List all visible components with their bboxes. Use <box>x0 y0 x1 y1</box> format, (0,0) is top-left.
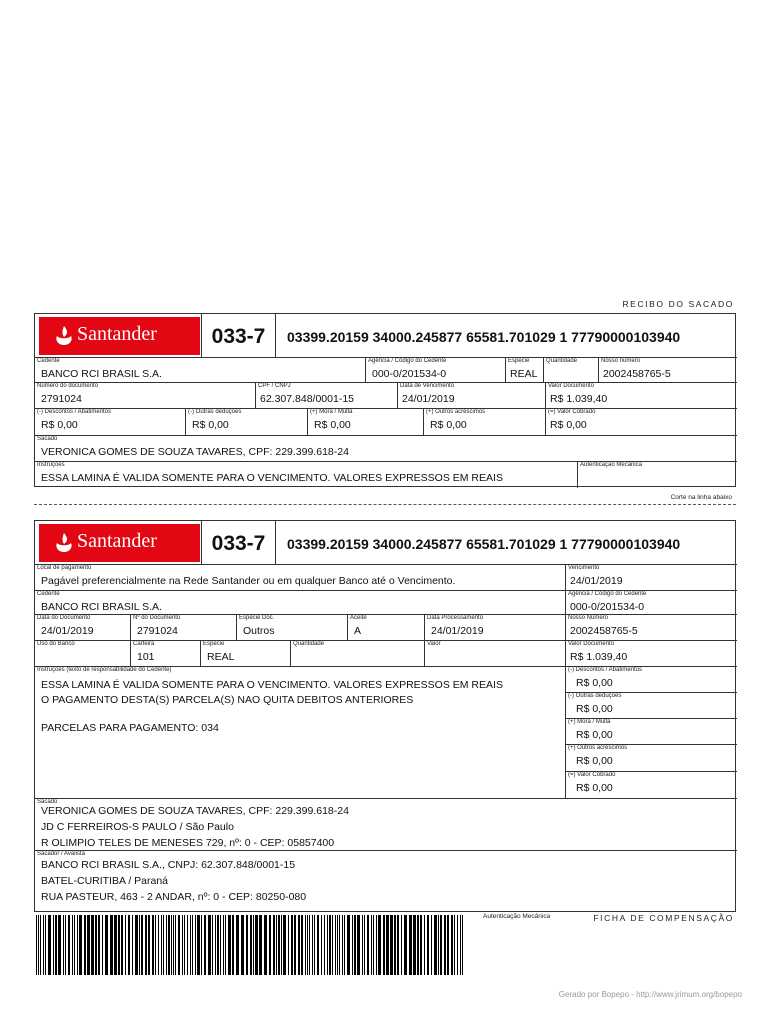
barcode-bar <box>378 915 381 975</box>
barcode-bar <box>175 915 176 975</box>
barcode-bar <box>373 915 374 975</box>
barcode-bar <box>362 915 363 975</box>
especie-cell <box>505 357 543 382</box>
barcode-bar <box>298 915 300 975</box>
vencimento-value: 24/01/2019 <box>570 575 623 587</box>
carteira-value: 101 <box>137 651 155 663</box>
valor-cobrado-value: R$ 0,00 <box>576 782 613 794</box>
barcode-bar <box>383 915 385 975</box>
corte-label: Corte na linha abaixo <box>670 494 732 501</box>
sacador-cell <box>35 850 737 912</box>
barcode-bar <box>386 915 389 975</box>
bank-code: 033-7 <box>211 325 266 348</box>
barcode-bar <box>354 915 356 975</box>
barcode-bar <box>241 915 244 975</box>
autenticacao-label: Autenticação Mecânica <box>580 462 643 468</box>
barcode-bar <box>444 915 446 975</box>
sacado-line-2: JD C FERREIROS-S PAULO / São Paulo <box>41 821 234 833</box>
valor-documento-label: Valor Documento <box>548 383 594 389</box>
instrucoes-line-1: ESSA LAMINA É VALIDA SOMENTE PARA O VENCIMENTO. VALORES EXPRESSOS EM REAIS <box>41 679 503 691</box>
local-pagamento-value: Pagável preferencialmente na Rede Santander ou em qualquer Banco até o Vencimento. <box>41 575 456 587</box>
numero-documento-label: Nº do Documento <box>133 615 181 621</box>
barcode-bar <box>335 915 336 975</box>
barcode-bar <box>434 915 437 975</box>
valor-cobrado-cell <box>545 408 737 435</box>
footer-credit: Gerado por Bopepo - http://www.jrimum.org/bopepo <box>558 990 742 999</box>
barcode-bar <box>105 915 108 975</box>
barcode-bar <box>250 915 252 975</box>
valor-cobrado-value: R$ 0,00 <box>550 419 587 431</box>
barcode-bar <box>102 915 103 975</box>
local-pagamento-label: Local de pagamento <box>37 565 92 571</box>
valor-documento-value: R$ 1.039,40 <box>550 393 608 405</box>
sacado-line-3: R OLIMPIO TELES DE MENESES 729, nº: 0 - CEP: 05857400 <box>41 837 335 849</box>
vencimento-label: Data de Vencimento <box>400 383 455 389</box>
barcode-bar <box>376 915 377 975</box>
numero-documento-label: Número do documento <box>37 383 99 389</box>
bank-name: Santander <box>77 323 157 345</box>
barcode-bar <box>208 915 211 975</box>
barcode-bar <box>424 915 425 975</box>
barcode-bar <box>371 915 372 975</box>
data-documento-label: Data do Documento <box>37 615 91 621</box>
barcode-bar <box>327 915 328 975</box>
barcode-bar <box>135 915 138 975</box>
barcode-bar <box>148 915 150 975</box>
barcode-bar <box>309 915 310 975</box>
sacado-label: Sacado <box>37 436 58 442</box>
nosso-numero-label: Nosso Número <box>568 615 609 621</box>
quantidade-label: Quantidade <box>546 358 578 364</box>
barcode-bar <box>212 915 213 975</box>
nosso-numero-cell <box>565 614 737 640</box>
numero-documento-value: 2791024 <box>41 393 82 405</box>
linha-digitavel: 03399.20159 34000.245877 65581.701029 1 77790000103940 <box>287 329 681 345</box>
outras-deducoes-label: (-) Outras deduções <box>188 409 242 415</box>
nosso-numero-value: 2002458765-5 <box>570 625 638 637</box>
numero-documento-cell <box>130 614 236 640</box>
barcode-bar <box>190 915 191 975</box>
valor-documento-value: R$ 1.039,40 <box>570 651 628 663</box>
cpf-cnpj-value: 62.307.848/0001-15 <box>260 393 355 405</box>
barcode-bar <box>204 915 206 975</box>
barcode-bar <box>141 915 143 975</box>
barcode-bar <box>225 915 226 975</box>
numero-documento-value: 2791024 <box>137 625 178 637</box>
especie-label: Espécie <box>508 358 530 364</box>
especie-value: REAL <box>207 651 235 663</box>
data-processamento-value: 24/01/2019 <box>431 625 484 637</box>
valor-cobrado-label: (=) Valor Cobrado <box>568 772 616 778</box>
instrucoes-cell <box>35 461 577 488</box>
outros-acrescimos-cell <box>423 408 545 435</box>
instrucoes-line-3: PARCELAS PARA PAGAMENTO: 034 <box>41 722 219 734</box>
valor-documento-cell <box>545 382 737 408</box>
barcode-bar <box>38 915 39 975</box>
barcode-bar <box>128 915 130 975</box>
barcode-bar <box>114 915 117 975</box>
cedente-value: BANCO RCI BRASIL S.A. <box>41 368 162 380</box>
sacador-line-2: BATEL-CURITIBA / Paraná <box>41 875 169 887</box>
outros-acrescimos-value: R$ 0,00 <box>430 419 467 431</box>
barcode-bar <box>236 915 239 975</box>
santander-logo <box>39 524 200 562</box>
mora-label: (+) Mora / Multa <box>310 409 353 415</box>
outros-acrescimos-label: (+) Outros acréscimos <box>568 745 628 751</box>
barcode-bar <box>440 915 442 975</box>
barcode-bar <box>132 915 133 975</box>
barcode-bar <box>43 915 44 975</box>
barcode-bar <box>201 915 202 975</box>
agencia-value: 000-0/201534-0 <box>372 368 447 380</box>
barcode-bar <box>187 915 188 975</box>
barcode-bar <box>409 915 412 975</box>
numero-documento-cell <box>35 382 255 408</box>
barcode-bar <box>48 915 51 975</box>
aceite-label: Aceite <box>350 615 367 621</box>
barcode-bar <box>232 915 234 975</box>
uso-banco-cell <box>35 640 130 666</box>
especie-doc-label: Espécie Doc. <box>239 615 275 621</box>
barcode-bar <box>390 915 393 975</box>
valor-documento-cell <box>565 640 737 666</box>
barcode-bar <box>125 915 126 975</box>
barcode-bar <box>269 915 271 975</box>
autenticacao-label: Autenticação Mecânica <box>483 913 551 920</box>
valor-cobrado-label: (=) Valor Cobrado <box>548 409 596 415</box>
barcode-bar <box>401 915 402 975</box>
vencimento-cell <box>397 382 545 408</box>
cedente-cell <box>35 590 565 614</box>
especie-doc-cell <box>236 614 347 640</box>
instrucoes-value: ESSA LAMINA É VALIDA SOMENTE PARA O VENCIMENTO. VALORES EXPRESSOS EM REAIS <box>41 472 503 484</box>
barcode-bar <box>65 915 66 975</box>
outros-acrescimos-label: (+) Outros acréscimos <box>426 409 486 415</box>
mora-cell <box>565 718 737 744</box>
descontos-label: (-) Descontos / Abatimentos <box>568 667 643 673</box>
barcode-bar <box>460 915 461 975</box>
linha-digitavel: 03399.20159 34000.245877 65581.701029 1 77790000103940 <box>287 536 681 552</box>
barcode-bar <box>314 915 315 975</box>
barcode-bar <box>192 915 193 975</box>
santander-logo <box>39 317 200 355</box>
outras-deducoes-value: R$ 0,00 <box>192 419 229 431</box>
vencimento-value: 24/01/2019 <box>402 393 455 405</box>
descontos-cell <box>35 408 185 435</box>
sacado-line-1: VERONICA GOMES DE SOUZA TAVARES, CPF: 229.399.618-24 <box>41 805 349 817</box>
barcode-bar <box>246 915 248 975</box>
barcode-bar <box>166 915 167 975</box>
valor-cell <box>424 640 565 666</box>
vencimento-label: Vencimento <box>568 565 600 571</box>
barcode-bar <box>259 915 262 975</box>
quantidade-cell <box>290 640 424 666</box>
barcode-bar <box>307 915 308 975</box>
barcode-bar <box>178 915 180 975</box>
barcode-bar <box>152 915 154 975</box>
barcode-bar <box>55 915 57 975</box>
outras-deducoes-value: R$ 0,00 <box>576 703 613 715</box>
barcode-bar <box>324 915 325 975</box>
sacador-line-3: RUA PASTEUR, 463 - 2 ANDAR, nº: 0 - CEP: 80250-080 <box>41 891 307 903</box>
recibo-box <box>34 313 736 487</box>
barcode-bar <box>163 915 164 975</box>
barcode-bar <box>91 915 94 975</box>
barcode-bar <box>394 915 396 975</box>
barcode-bar <box>161 915 162 975</box>
barcode-bar <box>195 915 196 975</box>
especie-value: REAL <box>510 368 538 380</box>
barcode-bar <box>45 915 46 975</box>
barcode-bar <box>139 915 140 975</box>
barcode-bar <box>110 915 113 975</box>
barcode-bar <box>58 915 61 975</box>
barcode-bar <box>342 915 343 975</box>
barcode-bar <box>84 915 86 975</box>
carteira-cell <box>130 640 200 666</box>
cut-line <box>34 504 736 505</box>
descontos-label: (-) Descontos / Abatimentos <box>37 409 112 415</box>
descontos-value: R$ 0,00 <box>41 419 78 431</box>
barcode-bar <box>253 915 254 975</box>
bank-code: 033-7 <box>211 532 266 555</box>
sacador-line-1: BANCO RCI BRASIL S.A., CNPJ: 62.307.848/0001-15 <box>41 859 296 871</box>
sacado-cell <box>35 435 737 461</box>
nosso-numero-value: 2002458765-5 <box>603 368 671 380</box>
barcode-bar <box>457 915 458 975</box>
outras-deducoes-label: (-) Outras deduções <box>568 693 622 699</box>
nosso-numero-cell <box>598 357 737 382</box>
instrucoes-label: Instruções (texto de responsabilidade do Cedente) <box>37 667 172 673</box>
barcode-bar <box>217 915 219 975</box>
barcode-bar <box>53 915 54 975</box>
barcode-bar <box>281 915 282 975</box>
descontos-value: R$ 0,00 <box>576 677 613 689</box>
barcode-bar <box>36 915 37 975</box>
instrucoes-cell <box>35 666 565 798</box>
barcode-bar <box>344 915 345 975</box>
outros-acrescimos-cell <box>565 744 737 771</box>
quantidade-label: Quantidade <box>293 641 325 647</box>
barcode-bar <box>427 915 429 975</box>
outros-acrescimos-value: R$ 0,00 <box>576 755 613 767</box>
barcode-bar <box>79 915 82 975</box>
cedente-cell <box>35 357 365 382</box>
agencia-value: 000-0/201534-0 <box>570 601 645 613</box>
barcode-bar <box>417 915 419 975</box>
especie-doc-value: Outros <box>243 625 275 637</box>
barcode-bar <box>454 915 455 975</box>
barcode-bar <box>276 915 277 975</box>
mora-value: R$ 0,00 <box>314 419 351 431</box>
quantidade-cell <box>543 357 598 382</box>
barcode-bar <box>332 915 333 975</box>
mora-value: R$ 0,00 <box>576 729 613 741</box>
sacado-label: Sacado <box>37 799 58 805</box>
barcode-bar <box>158 915 159 975</box>
barcode-bar <box>312 915 313 975</box>
barcode-bar <box>118 915 120 975</box>
barcode-bar <box>184 915 185 975</box>
aceite-value: A <box>354 625 362 637</box>
barcode-bar <box>87 915 90 975</box>
barcode-bar <box>74 915 75 975</box>
barcode-bar <box>329 915 331 975</box>
barcode-bar <box>357 915 360 975</box>
data-documento-value: 24/01/2019 <box>41 625 94 637</box>
barcode-bar <box>462 915 463 975</box>
barcode-bar <box>288 915 289 975</box>
barcode-bar <box>283 915 286 975</box>
barcode-bar <box>451 915 453 975</box>
barcode-bar <box>182 915 183 975</box>
agencia-label: Agência / Código do Cedente <box>568 591 647 597</box>
bank-name: Santander <box>77 530 157 552</box>
barcode-bar <box>317 915 319 975</box>
outras-deducoes-cell <box>565 692 737 718</box>
barcode-bar <box>367 915 369 975</box>
cpf-cnpj-label: CPF / CNPJ <box>258 383 291 389</box>
local-pagamento-cell <box>35 564 565 590</box>
barcode-bar <box>273 915 275 975</box>
especie-label: Espécie <box>203 641 225 647</box>
cedente-label: Cedente <box>37 591 60 597</box>
barcode-bar <box>301 915 303 975</box>
barcode-bar <box>228 915 231 975</box>
barcode-bar <box>121 915 123 975</box>
carteira-label: Carteira <box>133 641 155 647</box>
autenticacao-cell <box>577 461 737 488</box>
data-documento-cell <box>35 614 130 640</box>
barcode-bar <box>145 915 147 975</box>
barcode-bar <box>278 915 280 975</box>
barcode-bar <box>168 915 170 975</box>
barcode-bar <box>98 915 100 975</box>
ficha-box <box>34 520 736 912</box>
barcode-bar <box>173 915 174 975</box>
instrucoes-label: Instruções <box>37 462 65 468</box>
cpf-cnpj-cell <box>255 382 397 408</box>
uso-banco-label: Uso do Banco <box>37 641 75 647</box>
valor-cobrado-cell <box>565 771 737 798</box>
outras-deducoes-cell <box>185 408 307 435</box>
valor-label: Valor <box>427 641 441 647</box>
barcode-bar <box>255 915 258 975</box>
barcode-bar <box>397 915 399 975</box>
barcode-bar <box>404 915 407 975</box>
barcode-bar <box>63 915 64 975</box>
barcode-bar <box>431 915 432 975</box>
barcode-bar <box>215 915 216 975</box>
sacado-cell <box>35 798 737 850</box>
recibo-title: RECIBO DO SACADO <box>622 299 734 309</box>
barcode-bar <box>155 915 156 975</box>
aceite-cell <box>347 614 424 640</box>
vencimento-cell <box>565 564 737 590</box>
agencia-label: Agência / Código do Cedente <box>368 358 447 364</box>
data-processamento-cell <box>424 614 565 640</box>
descontos-cell <box>565 666 737 692</box>
barcode-bar <box>364 915 365 975</box>
barcode-bar <box>291 915 293 975</box>
valor-documento-label: Valor Documento <box>568 641 614 647</box>
data-processamento-label: Data Processamento <box>427 615 484 621</box>
barcode-bar <box>223 915 224 975</box>
barcode-bar <box>305 915 306 975</box>
sacado-value: VERONICA GOMES DE SOUZA TAVARES, CPF: 229.399.618-24 <box>41 446 349 458</box>
agencia-cell <box>365 357 505 382</box>
barcode-bar <box>420 915 422 975</box>
barcode-bar <box>413 915 416 975</box>
barcode <box>36 915 466 975</box>
barcode-bar <box>220 915 221 975</box>
especie-cell <box>200 640 290 666</box>
cedente-value: BANCO RCI BRASIL S.A. <box>41 601 162 613</box>
barcode-bar <box>95 915 97 975</box>
barcode-bar <box>72 915 73 975</box>
barcode-bar <box>68 915 70 975</box>
barcode-bar <box>447 915 449 975</box>
barcode-bar <box>438 915 439 975</box>
barcode-bar <box>264 915 267 975</box>
barcode-bar <box>347 915 350 975</box>
santander-flame-icon <box>54 532 74 554</box>
barcode-bar <box>339 915 340 975</box>
barcode-bar <box>321 915 322 975</box>
barcode-bar <box>40 915 41 975</box>
mora-label: (+) Mora / Multa <box>568 719 611 725</box>
agencia-cell <box>565 590 737 614</box>
barcode-bar <box>197 915 200 975</box>
barcode-bar <box>352 915 353 975</box>
cedente-label: Cedente <box>37 358 60 364</box>
ficha-title: FICHA DE COMPENSAÇÃO <box>593 913 734 923</box>
sacador-label: Sacador / Avalista <box>37 851 85 857</box>
instrucoes-line-2: O PAGAMENTO DESTA(S) PARCELA(S) NAO QUITA DEBITOS ANTERIORES <box>41 694 414 706</box>
barcode-bar <box>337 915 338 975</box>
mora-cell <box>307 408 423 435</box>
barcode-bar <box>294 915 296 975</box>
santander-flame-icon <box>54 325 74 347</box>
nosso-numero-label: Nosso número <box>601 358 641 364</box>
barcode-bar <box>77 915 78 975</box>
barcode-bar <box>171 915 172 975</box>
